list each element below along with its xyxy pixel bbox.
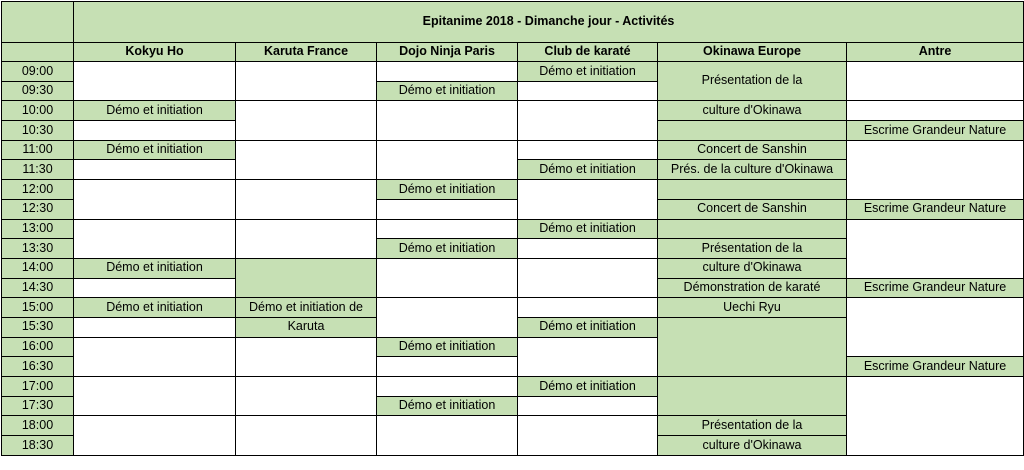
schedule-table <box>1 1 1024 456</box>
time-label: 10:30 <box>2 121 74 141</box>
activity-cell: Escrime Grandeur Nature <box>847 357 1024 377</box>
corner-cell <box>2 43 74 62</box>
time-label: 17:00 <box>2 377 74 397</box>
empty-cell <box>847 377 1024 456</box>
empty-cell <box>236 219 377 258</box>
time-label: 14:00 <box>2 258 74 278</box>
empty-cell <box>236 180 377 219</box>
empty-cell <box>377 219 518 239</box>
empty-cell <box>518 101 658 140</box>
time-label: 18:00 <box>2 416 74 436</box>
activity-cell: Démo et initiation <box>518 219 658 239</box>
corner-cell <box>2 2 74 43</box>
activity-cell: culture d'Okinawa <box>658 436 847 456</box>
activity-cell: Karuta <box>236 317 377 337</box>
time-label: 13:30 <box>2 239 74 259</box>
activity-cell <box>658 377 847 416</box>
empty-cell <box>847 101 1024 121</box>
empty-cell <box>236 416 377 455</box>
activity-cell: Uechi Ryu <box>658 298 847 318</box>
empty-cell <box>847 298 1024 357</box>
empty-cell <box>74 219 236 258</box>
activity-cell: Démo et initiation <box>377 396 518 416</box>
empty-cell <box>518 239 658 259</box>
empty-cell <box>236 101 377 140</box>
activity-cell <box>658 121 847 141</box>
empty-cell <box>518 416 658 455</box>
activity-cell: Escrime Grandeur Nature <box>847 199 1024 219</box>
column-header-dojo-ninja-paris: Dojo Ninja Paris <box>377 43 518 62</box>
empty-cell <box>74 121 236 141</box>
empty-cell <box>518 140 658 160</box>
empty-cell <box>377 357 518 377</box>
activity-cell: Démo et initiation <box>518 62 658 82</box>
activity-cell: Présentation de la <box>658 239 847 259</box>
time-label: 15:30 <box>2 317 74 337</box>
column-header-antre: Antre <box>847 43 1024 62</box>
empty-cell <box>518 298 658 318</box>
empty-cell <box>377 199 518 219</box>
empty-cell <box>847 219 1024 278</box>
empty-cell <box>377 62 518 82</box>
empty-cell <box>518 180 658 219</box>
activity-cell: Démo et initiation <box>518 377 658 397</box>
time-label: 10:00 <box>2 101 74 121</box>
empty-cell <box>377 377 518 397</box>
column-header-karuta-france: Karuta France <box>236 43 377 62</box>
activity-cell: Démo et initiation <box>74 258 236 278</box>
activity-cell: Démo et initiation <box>74 298 236 318</box>
activity-cell: culture d'Okinawa <box>658 101 847 121</box>
activity-cell: Démo et initiation de <box>236 298 377 318</box>
time-label: 16:30 <box>2 357 74 377</box>
time-label: 13:00 <box>2 219 74 239</box>
time-label: 14:30 <box>2 278 74 298</box>
time-label: 18:30 <box>2 436 74 456</box>
time-label: 11:00 <box>2 140 74 160</box>
activity-cell: Démo et initiation <box>74 140 236 160</box>
empty-cell <box>74 317 236 337</box>
activity-cell: Démonstration de karaté <box>658 278 847 298</box>
activity-cell: Escrime Grandeur Nature <box>847 121 1024 141</box>
empty-cell <box>518 81 658 101</box>
time-label: 12:30 <box>2 199 74 219</box>
empty-cell <box>518 396 658 416</box>
time-label: 12:00 <box>2 180 74 200</box>
column-header-okinawa-europe: Okinawa Europe <box>658 43 847 62</box>
column-header-club-de-karate: Club de karaté <box>518 43 658 62</box>
time-label: 09:00 <box>2 62 74 82</box>
empty-cell <box>377 258 518 297</box>
activity-cell: Démo et initiation <box>377 180 518 200</box>
empty-cell <box>74 377 236 416</box>
empty-cell <box>236 62 377 101</box>
empty-cell <box>236 140 377 179</box>
empty-cell <box>74 62 236 101</box>
page-title: Epitanime 2018 - Dimanche jour - Activités <box>74 2 1024 43</box>
empty-cell <box>847 62 1024 101</box>
time-label: 17:30 <box>2 396 74 416</box>
activity-cell: Escrime Grandeur Nature <box>847 278 1024 298</box>
empty-cell <box>74 337 236 376</box>
activity-cell: Concert de Sanshin <box>658 140 847 160</box>
activity-cell: culture d'Okinawa <box>658 258 847 278</box>
empty-cell <box>236 337 377 376</box>
empty-cell <box>74 416 236 455</box>
time-label: 11:30 <box>2 160 74 180</box>
empty-cell <box>377 140 518 179</box>
empty-cell <box>377 416 518 455</box>
activity-cell: Démo et initiation <box>377 239 518 259</box>
time-label: 16:00 <box>2 337 74 357</box>
activity-cell <box>658 317 847 376</box>
empty-cell <box>377 101 518 140</box>
column-header-kokyu-ho: Kokyu Ho <box>74 43 236 62</box>
activity-cell: Présentation de la <box>658 416 847 436</box>
empty-cell <box>74 278 236 298</box>
empty-cell <box>236 377 377 416</box>
activity-cell <box>658 180 847 200</box>
activity-cell: Prés. de la culture d'Okinawa <box>658 160 847 180</box>
activity-cell <box>658 219 847 239</box>
activity-cell: Démo et initiation <box>74 101 236 121</box>
time-label: 15:00 <box>2 298 74 318</box>
time-label: 09:30 <box>2 81 74 101</box>
empty-cell <box>74 180 236 219</box>
empty-cell <box>377 298 518 337</box>
empty-cell <box>847 140 1024 199</box>
activity-cell <box>236 258 377 297</box>
activity-cell: Démo et initiation <box>518 160 658 180</box>
empty-cell <box>74 160 236 180</box>
activity-cell: Concert de Sanshin <box>658 199 847 219</box>
activity-cell: Présentation de la <box>658 62 847 101</box>
empty-cell <box>518 337 658 376</box>
activity-cell: Démo et initiation <box>377 81 518 101</box>
empty-cell <box>518 258 658 297</box>
activity-cell: Démo et initiation <box>377 337 518 357</box>
activity-cell: Démo et initiation <box>518 317 658 337</box>
